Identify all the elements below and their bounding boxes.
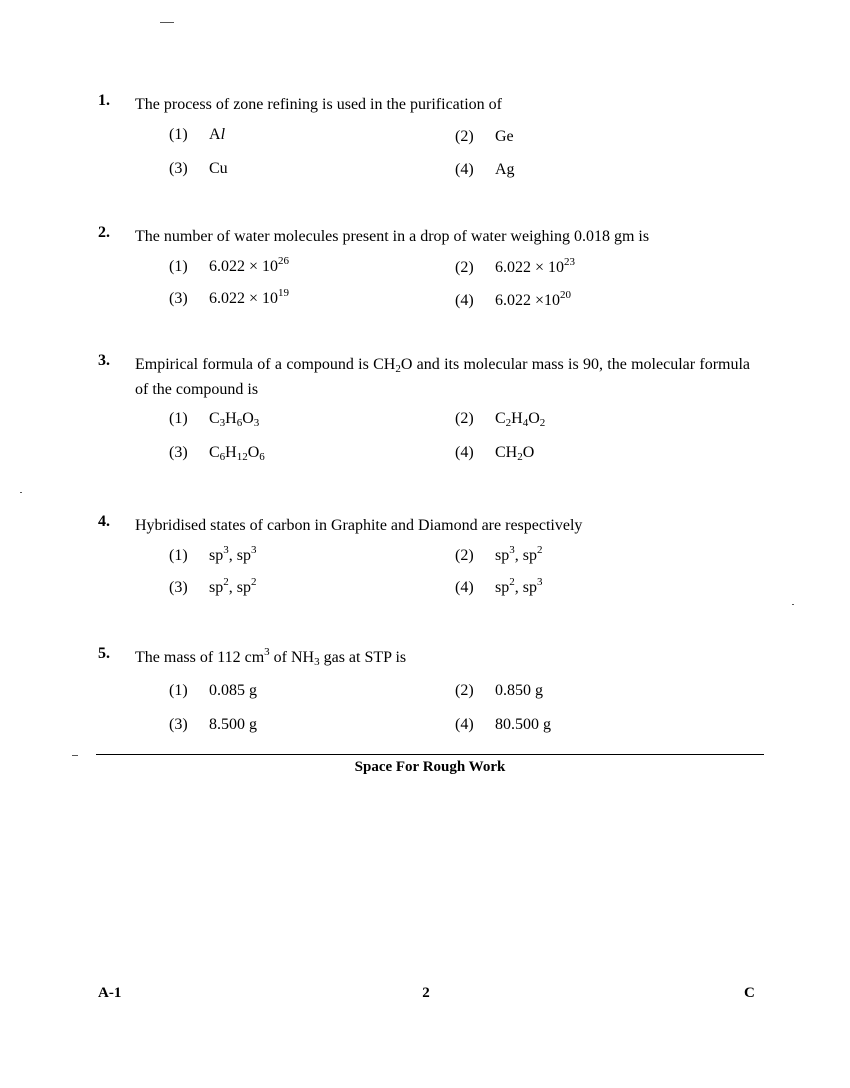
- question-number: 4.: [98, 513, 110, 530]
- option-3: (3) $6.022 \times 10^{19}$: [169, 287, 290, 307]
- option-3: (3) $C_6H_{12}O_6$: [169, 444, 265, 463]
- rough-work-label: Space For Rough Work: [354, 759, 506, 775]
- scan-speck: [792, 604, 794, 605]
- footer-page-number: 2: [422, 985, 430, 1001]
- option-4: (4) $6.022 \times 10^{20}$: [455, 289, 572, 309]
- question-text: Empirical formula of a compound is $CH_2O$ and its molecular mass is 90, the molecular formula of the compound is: [135, 356, 751, 398]
- question-text: The mass of 112 $cm^3$ of $NH_3$ gas at STP is: [135, 646, 407, 668]
- option-2: (2) $C_2H_4O_2$: [455, 410, 546, 429]
- footer-series-letter: C: [744, 985, 755, 1001]
- option-2: (2) $6.022 \times 10^{23}$: [455, 256, 576, 276]
- question-number: 2.: [98, 224, 110, 241]
- option-4: (4) Ag: [455, 161, 515, 178]
- option-2: (2) Ge: [455, 128, 514, 145]
- option-1: (1) Al: [169, 126, 226, 143]
- scan-speck: [72, 755, 78, 756]
- option-3: (3) Cu: [169, 160, 228, 177]
- question-text: Hybridised states of carbon in Graphite and Diamond are respectively: [135, 517, 583, 534]
- option-1: (1) $C_3H_6O_3$: [169, 410, 260, 429]
- question-number: 3.: [98, 352, 110, 369]
- question-number: 5.: [98, 645, 110, 662]
- option-3: (3) 8.500 g: [169, 716, 257, 733]
- option-4: (4) 80.500 g: [455, 716, 551, 733]
- footer-booklet-code: A-1: [98, 985, 122, 1001]
- rough-work-divider: [96, 754, 764, 755]
- option-4: (4) $CH_2O$: [455, 444, 535, 463]
- option-1: (1) $sp^3$, $sp^3$: [169, 544, 257, 564]
- option-1: (1) $6.022 \times 10^{26}$: [169, 255, 290, 275]
- question-text: The process of zone refining is used in the purification of: [135, 96, 502, 113]
- question-number: 1.: [98, 92, 110, 109]
- question-text: The number of water molecules present in a drop of water weighing 0.018 gm is: [135, 228, 650, 245]
- option-3: (3) $sp^2$, $sp^2$: [169, 576, 257, 596]
- option-4: (4) $sp^2$, $sp^3$: [455, 576, 543, 596]
- option-2: (2) 0.850 g: [455, 682, 543, 699]
- option-1: (1) 0.085 g: [169, 682, 257, 699]
- scan-speck: [160, 22, 174, 23]
- scan-speck: [20, 492, 22, 493]
- option-2: (2) $sp^3$, $sp^2$: [455, 544, 543, 564]
